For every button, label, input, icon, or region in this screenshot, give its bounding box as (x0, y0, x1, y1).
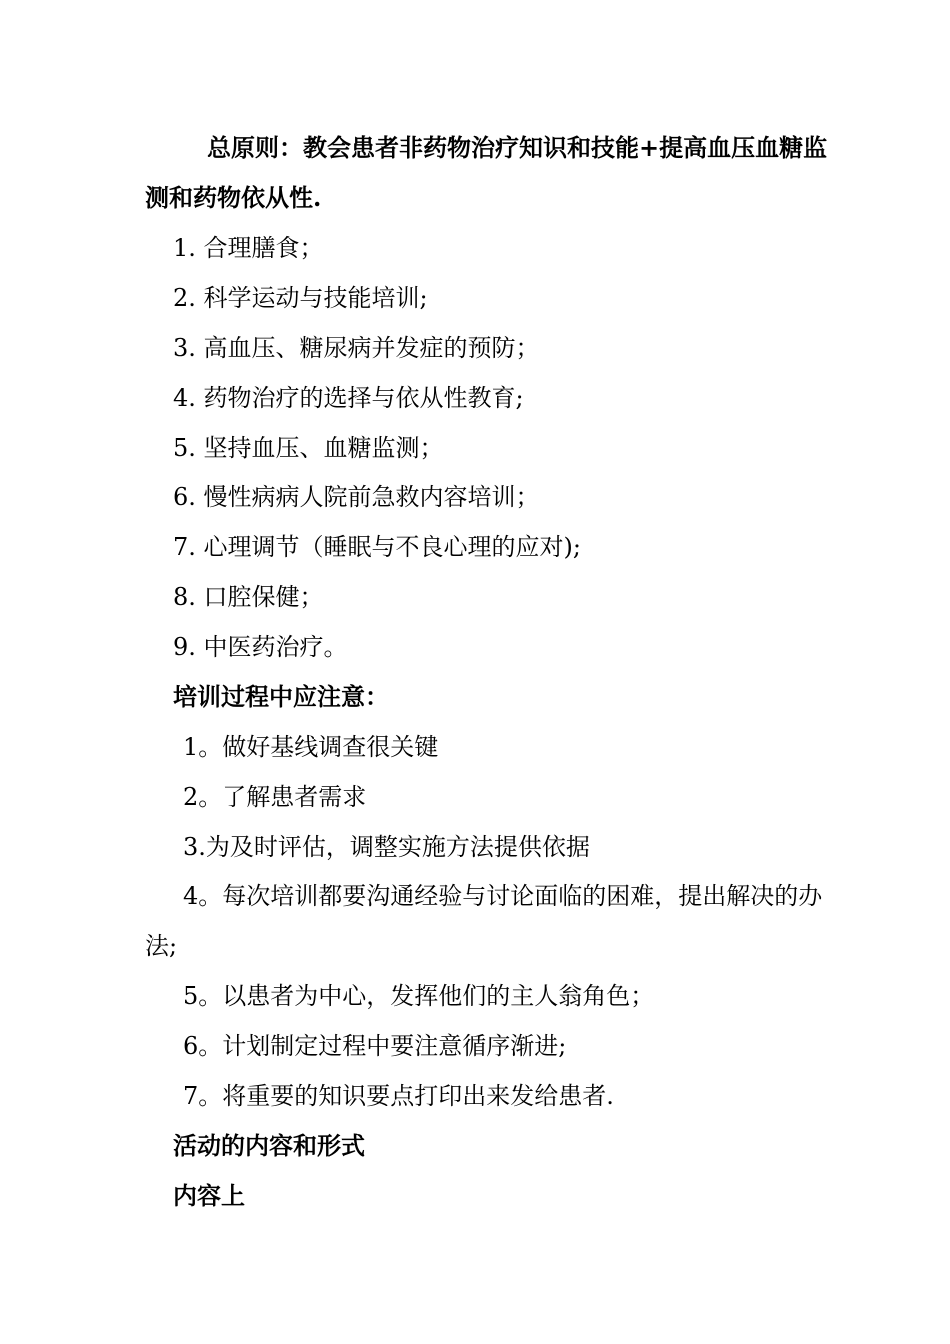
note-item: 6。计划制定过程中要注意循序渐进; (183, 1032, 567, 1060)
note-item: 4。每次培训都要沟通经验与讨论面临的困难，提出解决的办 (183, 882, 823, 910)
content-heading: 内容上 (173, 1181, 245, 1210)
list-item: 9. 中医药治疗。 (173, 633, 348, 661)
note-item: 5。以患者为中心，发挥他们的主人翁角色； (183, 982, 655, 1010)
list-item: 8. 口腔保健； (173, 583, 324, 611)
list-item: 3. 高血压、糖尿病并发症的预防； (173, 334, 540, 362)
note-item: 3.为及时评估，调整实施方法提供依据 (183, 833, 590, 861)
note-item: 2。了解患者需求 (183, 783, 367, 811)
list-item: 1. 合理膳食； (173, 234, 324, 262)
note-item: 7。将重要的知识要点打印出来发给患者. (183, 1082, 614, 1110)
notes-heading: 培训过程中应注意： (173, 682, 389, 711)
list-item: 5. 坚持血压、血糖监测； (173, 434, 444, 462)
list-item: 2. 科学运动与技能培训; (173, 284, 428, 312)
activity-heading: 活动的内容和形式 (173, 1131, 365, 1160)
principle-line-1: 总原则：教会患者非药物治疗知识和技能+提高血压血糖监 (207, 133, 828, 162)
list-item: 4. 药物治疗的选择与依从性教育; (173, 384, 524, 412)
list-item: 7. 心理调节（睡眠与不良心理的应对); (173, 533, 581, 561)
note-item-continuation: 法; (145, 932, 178, 960)
list-item: 6. 慢性病病人院前急救内容培训； (173, 483, 540, 511)
note-item: 1。做好基线调查很关键 (183, 733, 439, 761)
principle-line-2: 测和药物依从性. (145, 183, 322, 212)
